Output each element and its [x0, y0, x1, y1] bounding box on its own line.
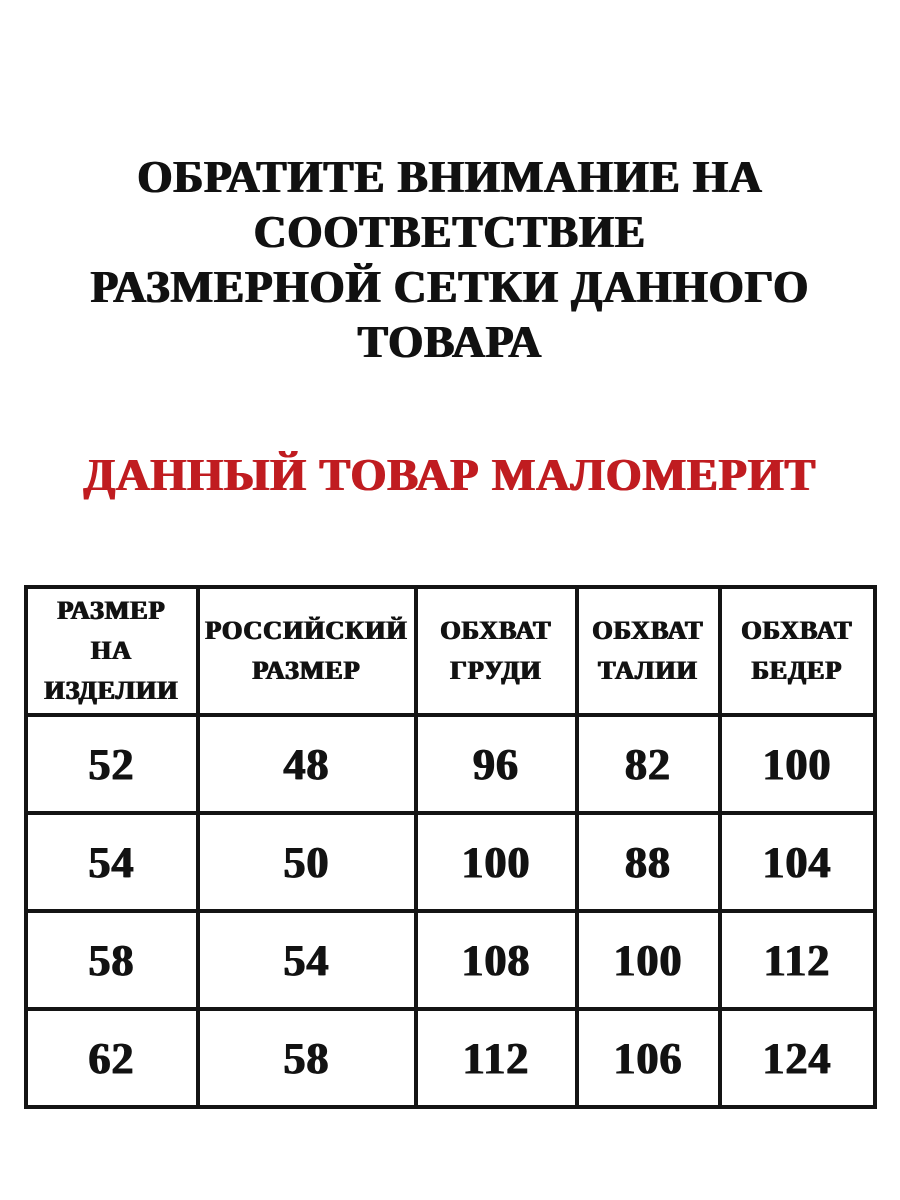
- column-header-line: РАЗМЕР: [57, 595, 166, 625]
- table-cell: 106: [577, 1009, 720, 1107]
- table-row: [26, 1009, 875, 1107]
- attention-heading-line-1: ОБРАТИТЕ ВНИМАНИЕ НА СООТВЕТСТВИЕ: [137, 152, 763, 257]
- column-header-size-on-product: [26, 587, 198, 716]
- table-cell: 100: [416, 813, 577, 911]
- sizing-warning-text: ДАННЫЙ ТОВАР МАЛОМЕРИТ: [83, 448, 817, 500]
- column-header-line: РОССИЙСКИЙ: [205, 615, 408, 645]
- column-header-line: ОБХВАТ: [741, 615, 853, 645]
- table-cell: 50: [198, 813, 416, 911]
- table-row: [26, 911, 875, 1009]
- table-cell: 58: [26, 911, 198, 1009]
- column-header-chest: [416, 587, 577, 716]
- table-cell: 96: [416, 715, 577, 813]
- table-cell: 54: [26, 813, 198, 911]
- header-row: [26, 587, 875, 716]
- table-cell: 100: [577, 911, 720, 1009]
- table-row: [26, 715, 875, 813]
- table-cell: 54: [198, 911, 416, 1009]
- column-header-line: ОБХВАТ: [592, 615, 704, 645]
- table-cell: 82: [577, 715, 720, 813]
- table-cell: 112: [720, 911, 875, 1009]
- attention-heading: [0, 150, 900, 370]
- column-header-hips: [720, 587, 875, 716]
- table-cell: 62: [26, 1009, 198, 1107]
- table-row: [26, 813, 875, 911]
- table-cell: 112: [416, 1009, 577, 1107]
- column-header-line: ОБХВАТ: [440, 615, 552, 645]
- table-cell: 88: [577, 813, 720, 911]
- column-header-line: НА ИЗДЕЛИИ: [44, 635, 179, 706]
- attention-heading-line-2: РАЗМЕРНОЙ СЕТКИ ДАННОГО ТОВАРА: [90, 261, 810, 367]
- column-header-line: ГРУДИ: [450, 656, 542, 685]
- table-cell: 48: [198, 715, 416, 813]
- table-cell: 58: [198, 1009, 416, 1107]
- column-header-line: РАЗМЕР: [252, 656, 361, 685]
- column-header-line: ТАЛИИ: [598, 656, 698, 685]
- column-header-russian-size: [198, 587, 416, 716]
- size-table: [24, 585, 877, 1110]
- table-cell: 108: [416, 911, 577, 1009]
- table-cell: 52: [26, 715, 198, 813]
- table-cell: 104: [720, 813, 875, 911]
- column-header-waist: [577, 587, 720, 716]
- column-header-line: БЕДЕР: [751, 656, 843, 685]
- table-cell: 124: [720, 1009, 875, 1107]
- table-cell: 100: [720, 715, 875, 813]
